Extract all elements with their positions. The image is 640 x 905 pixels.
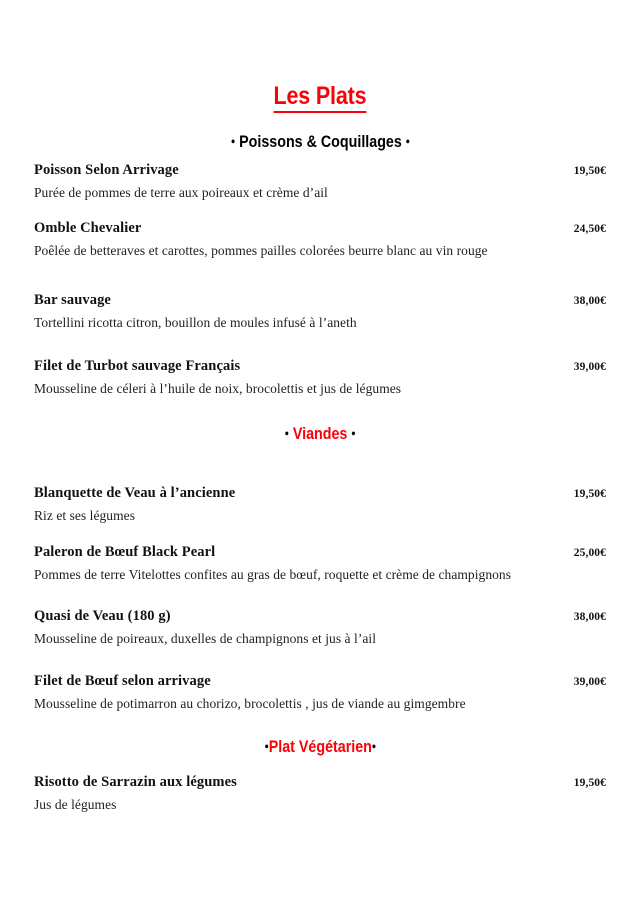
section-header-plat-vegetarien [0, 738, 640, 755]
menu-item-description: Pommes de terre Vitelottes confites au gras de bœuf, roquette et crème de champignons [34, 567, 512, 582]
header-spacer [401, 132, 405, 151]
menu-item-description: Mousseline de poireaux, duxelles de champignons et jus à l’ail [34, 631, 377, 646]
section-header-label: Plat Végétarien [268, 737, 372, 756]
menu-item-row [34, 773, 606, 792]
menu-item [34, 484, 606, 525]
menu-item-price: 24,50€ [573, 223, 606, 235]
bullet-icon: • [264, 740, 269, 755]
menu-item-name: Poisson Selon Arrivage [34, 162, 179, 178]
menu-item-description: Poêlée de betteraves et carottes, pommes pailles colorées beurre blanc au vin rouge [34, 243, 488, 258]
menu-item-row [34, 484, 606, 503]
menu-item-name: Bar sauvage [34, 292, 111, 308]
menu-item-price: 38,00€ [573, 611, 606, 623]
menu-item [34, 161, 606, 202]
menu-item [34, 672, 606, 713]
menu-item-description: Tortellini ricotta citron, bouillon de moules infusé à l’aneth [34, 315, 357, 330]
menu-item-price: 39,00€ [573, 361, 606, 373]
section-header-inner [231, 133, 410, 150]
bullet-icon: • [230, 135, 235, 150]
menu-item-name: Risotto de Sarrazin aux légumes [34, 774, 237, 790]
section-header-label: Poissons & Coquillages [238, 132, 402, 151]
menu-item-name: Filet de Bœuf selon arrivage [34, 673, 211, 689]
menu-item-row [34, 219, 606, 238]
menu-item-price: 25,00€ [573, 547, 606, 559]
menu-item [34, 291, 606, 332]
menu-item-row [34, 357, 606, 376]
menu-item [34, 543, 606, 584]
menu-item-price: 38,00€ [573, 295, 606, 307]
menu-item-price: 19,50€ [573, 488, 606, 500]
menu-item-price: 19,50€ [573, 165, 606, 177]
menu-item-row [34, 543, 606, 562]
header-spacer [235, 132, 239, 151]
bullet-icon: • [371, 740, 376, 755]
menu-item-description: Riz et ses légumes [34, 508, 136, 523]
menu-item [34, 357, 606, 398]
section-header-inner [285, 425, 356, 442]
menu-item [34, 773, 606, 814]
menu-item [34, 219, 606, 260]
section-header-inner [264, 738, 375, 755]
menu-item-price: 39,00€ [573, 676, 606, 688]
menu-item-row [34, 291, 606, 310]
menu-item-name: Paleron de Bœuf Black Pearl [34, 544, 216, 560]
menu-item-row [34, 672, 606, 691]
page-title-text: Les Plats [274, 84, 367, 113]
section-header-viandes [0, 425, 640, 442]
page-title [0, 84, 640, 113]
menu-item-description: Purée de pommes de terre aux poireaux et crème d’ail [34, 185, 328, 200]
menu-item-description: Mousseline de potimarron au chorizo, brocolettis , jus de viande au gimgembre [34, 696, 466, 711]
menu-item-name: Omble Chevalier [34, 220, 142, 236]
menu-item-name: Blanquette de Veau à l’ancienne [34, 485, 236, 501]
menu-item-name: Quasi de Veau (180 g) [34, 608, 171, 624]
bullet-icon: • [351, 427, 356, 442]
bullet-icon: • [405, 135, 410, 150]
menu-item-row [34, 607, 606, 626]
menu-item-description: Jus de légumes [34, 797, 117, 812]
section-header-poissons-coquillages [0, 133, 640, 150]
menu-item [34, 607, 606, 648]
menu-item-row [34, 161, 606, 180]
menu-item-name: Filet de Turbot sauvage Français [34, 358, 241, 374]
menu-item-price: 19,50€ [573, 777, 606, 789]
bullet-icon: • [284, 427, 289, 442]
section-header-label: Viandes [292, 424, 348, 443]
menu-item-description: Mousseline de céleri à l’huile de noix, brocolettis et jus de légumes [34, 381, 402, 396]
